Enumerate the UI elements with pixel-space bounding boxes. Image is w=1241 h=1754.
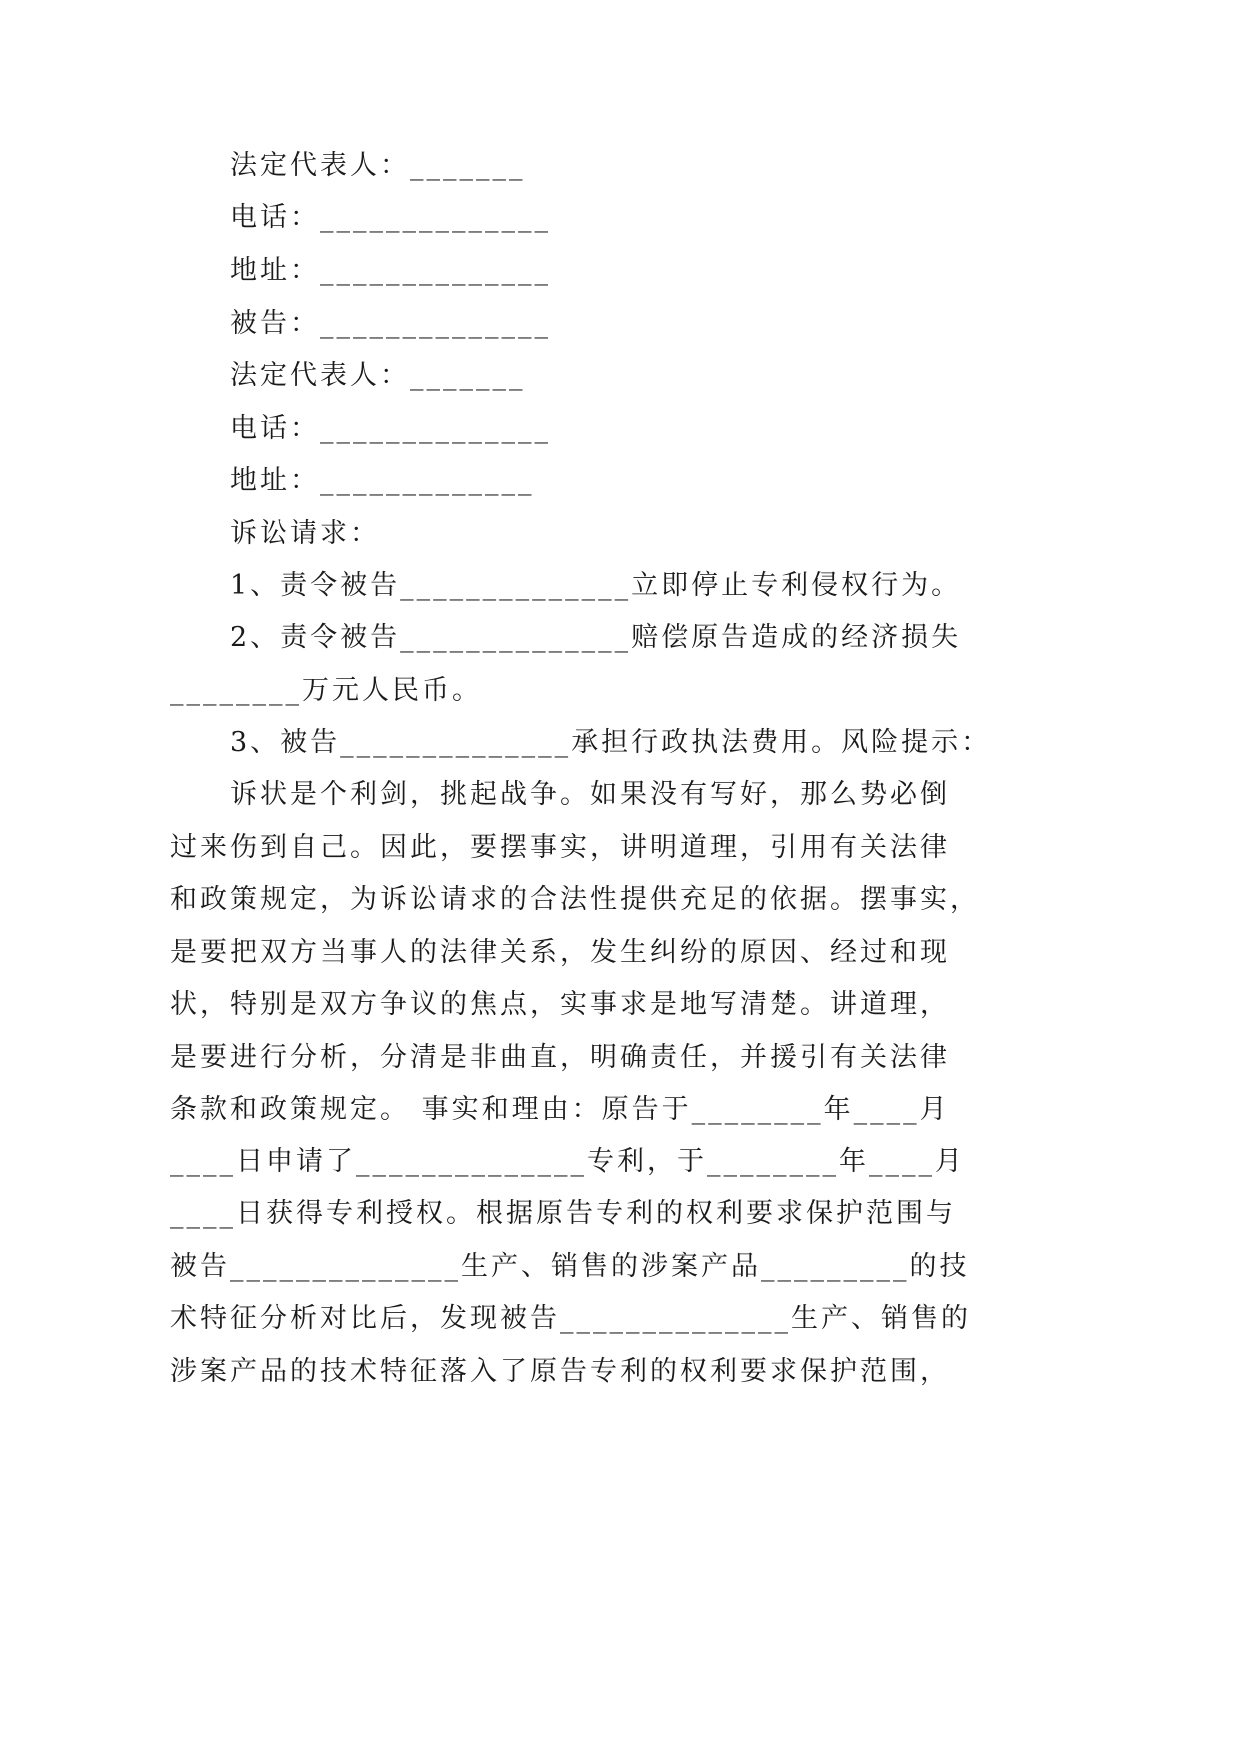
claims-heading: 诉讼请求：	[230, 518, 380, 549]
line-legal-rep-1: 法定代表人：_______	[230, 150, 526, 181]
line-defendant: 被告：______________	[230, 308, 551, 339]
body-line: 状，特别是双方争议的焦点，实事求是地写清楚。讲道理，	[170, 989, 950, 1020]
line-address-1: 地址：______________	[230, 255, 551, 286]
body-line: 术特征分析对比后，发现被告______________生产、销售的	[170, 1303, 971, 1334]
line-address-2: 地址：_____________	[230, 465, 535, 496]
claim-2-continued: ________万元人民币。	[170, 675, 482, 706]
body-line: 是要把双方当事人的法律关系，发生纠纷的原因、经过和现	[170, 937, 950, 968]
body-line: 被告______________生产、销售的涉案产品_________的技	[170, 1251, 970, 1282]
body-line: ____日申请了______________专利，于________年____月	[170, 1146, 965, 1177]
line-legal-rep-2: 法定代表人：_______	[230, 360, 526, 391]
body-line: 过来伤到自己。因此，要摆事实，讲明道理，引用有关法律	[170, 832, 950, 863]
line-phone-2: 电话：______________	[230, 413, 551, 444]
claim-2: 2、责令被告______________赔偿原告造成的经济损失	[230, 622, 962, 653]
body-line: 和政策规定，为诉讼请求的合法性提供充足的依据。摆事实，	[170, 884, 980, 915]
claim-3: 3、被告______________承担行政执法费用。风险提示：	[230, 727, 992, 758]
body-line: ____日获得专利授权。根据原告专利的权利要求保护范围与	[170, 1198, 956, 1229]
body-line: 涉案产品的技术特征落入了原告专利的权利要求保护范围，	[170, 1356, 950, 1387]
body-line: 诉状是个利剑，挑起战争。如果没有写好，那么势必倒	[230, 779, 950, 810]
body-line: 条款和政策规定。 事实和理由：原告于________年____月	[170, 1094, 950, 1125]
body-line: 是要进行分析，分清是非曲直，明确责任，并援引有关法律	[170, 1042, 950, 1073]
line-phone-1: 电话：______________	[230, 202, 551, 233]
claim-1: 1、责令被告______________立即停止专利侵权行为。	[230, 570, 962, 601]
